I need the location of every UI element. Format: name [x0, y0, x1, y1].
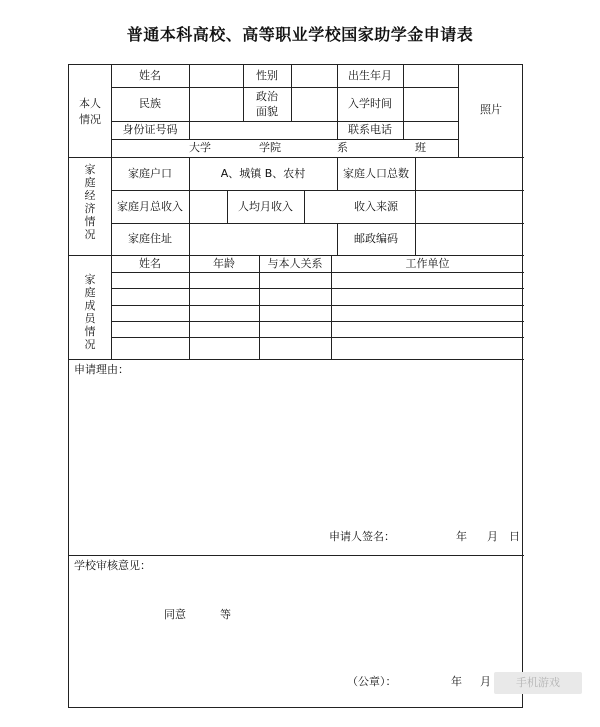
- gender-label: 性别: [256, 69, 278, 82]
- reason-text-area[interactable]: [73, 379, 520, 529]
- university-label: 大学: [189, 141, 211, 154]
- birth-field[interactable]: [404, 66, 457, 86]
- monthly-income-field[interactable]: [190, 191, 226, 222]
- postcode-label: 邮政编码: [354, 232, 398, 245]
- agree-label: 同意: [164, 608, 186, 621]
- reason-month-label: 月: [487, 530, 498, 543]
- member-row[interactable]: [112, 306, 523, 320]
- economy-section-label: 家庭经济情况: [84, 163, 96, 241]
- monthly-income-label: 家庭月总收入: [117, 200, 183, 213]
- grid-line: [111, 139, 458, 140]
- political-field[interactable]: [292, 88, 336, 120]
- enroll-label: 入学时间: [348, 97, 392, 110]
- school-review-label: 学校审核意见：: [74, 559, 151, 572]
- reason-label: 申请理由：: [74, 363, 129, 376]
- official-seal-label: （公章）：: [347, 675, 397, 688]
- members-section-label: 家庭成员情况: [84, 273, 96, 351]
- member-row[interactable]: [112, 338, 523, 358]
- hukou-options[interactable]: A、城镇 B、农村: [220, 167, 306, 180]
- name-field[interactable]: [190, 66, 242, 86]
- college-label: 学院: [259, 141, 281, 154]
- phone-label: 联系电话: [348, 123, 392, 136]
- hukou-label: 家庭户口: [128, 167, 172, 180]
- grade-label: 等: [220, 608, 231, 621]
- population-field[interactable]: [416, 158, 523, 189]
- ethnicity-label: 民族: [139, 97, 161, 110]
- name-label: 姓名: [139, 69, 161, 82]
- income-source-label: 收入来源: [354, 200, 398, 213]
- member-row[interactable]: [112, 322, 523, 336]
- applicant-signature-label: 申请人签名：: [329, 530, 395, 543]
- member-workplace-header: 工作单位: [405, 257, 450, 270]
- ethnicity-field[interactable]: [190, 88, 242, 120]
- class-label: 班: [415, 141, 426, 154]
- review-year-label: 年: [451, 675, 462, 688]
- id-number-label: 身份证号码: [122, 123, 178, 136]
- reason-day-label: 日: [509, 530, 520, 543]
- member-age-header: 年龄: [213, 257, 235, 270]
- section-divider: [69, 255, 524, 256]
- watermark-badge: 手机游戏: [494, 672, 582, 694]
- member-row[interactable]: [112, 273, 523, 287]
- review-month-label: 月: [480, 675, 491, 688]
- birth-label: 出生年月: [348, 69, 392, 82]
- address-field[interactable]: [190, 224, 336, 254]
- form-title: 普通本科高校、高等职业学校国家助学金申请表: [126, 25, 474, 44]
- member-relation-header: 与本人关系: [267, 257, 323, 270]
- member-name-header: 姓名: [139, 257, 161, 270]
- population-label: 家庭人口总数: [343, 167, 409, 180]
- section-divider: [69, 359, 524, 360]
- department-label: 系: [337, 141, 348, 154]
- member-row[interactable]: [112, 289, 523, 304]
- section-divider: [69, 555, 524, 556]
- gender-field[interactable]: [292, 66, 336, 86]
- photo-label: 照片: [480, 103, 502, 116]
- personal-section-label-2: 情况: [79, 113, 101, 126]
- reason-year-label: 年: [456, 530, 467, 543]
- address-label: 家庭住址: [128, 232, 172, 245]
- application-form-table: [68, 64, 523, 708]
- political-label-2: 面貌: [256, 105, 278, 118]
- postcode-field[interactable]: [416, 224, 523, 254]
- per-capita-label: 人均月收入: [238, 200, 293, 213]
- enroll-field[interactable]: [404, 88, 457, 120]
- id-number-field[interactable]: [190, 122, 336, 138]
- personal-section-label: 本人: [79, 97, 101, 110]
- political-label: 政治: [256, 90, 278, 103]
- income-source-field[interactable]: [416, 191, 523, 222]
- phone-field[interactable]: [404, 122, 457, 138]
